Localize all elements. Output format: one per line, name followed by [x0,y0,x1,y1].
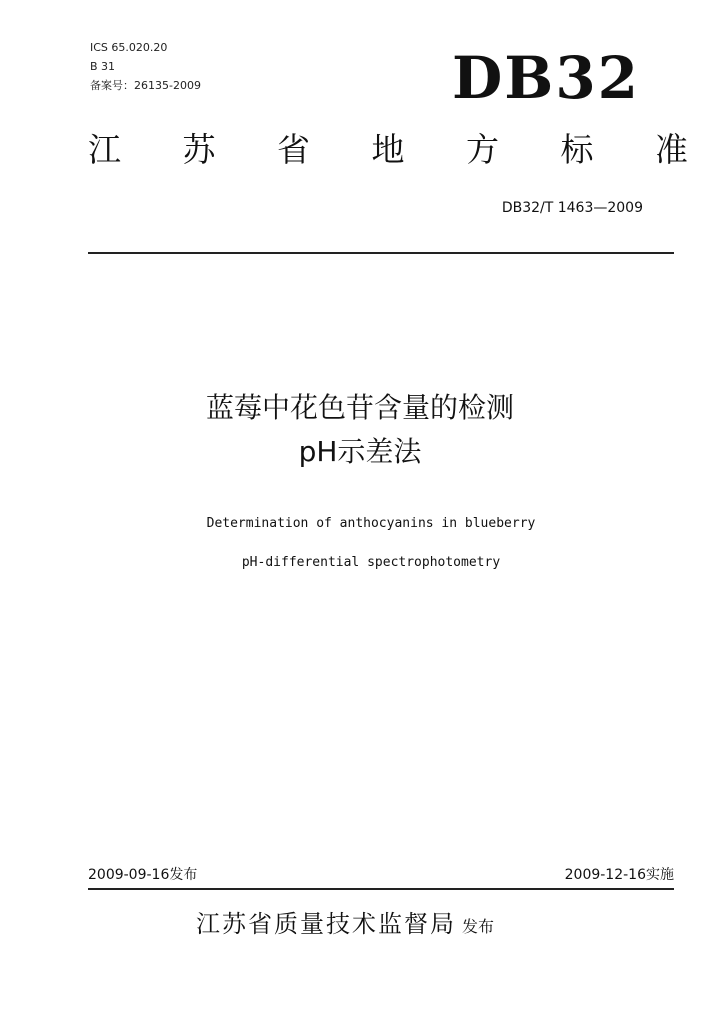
header-divider [88,252,674,254]
title-english: Determination of anthocyanins in blueberry [206,516,536,531]
ccs-code: B 31 [90,60,116,73]
ics-code: ICS 65.020.20 [90,41,168,54]
standard-type-char: 江 [88,130,121,169]
title-chinese: 蓝莓中花色苷含量的检测 [205,391,514,424]
standard-type-char: 准 [655,130,688,169]
filing-number: 备案号：26135-2009 [90,79,201,92]
standard-type-char: 方 [466,130,499,169]
standard-type-char: 地 [371,130,405,169]
subtitle-chinese: pH示差法 [298,435,422,468]
standard-type-char: 省 [277,130,310,169]
standard-type-char: 苏 [182,130,216,169]
subtitle-english: pH-differential spectrophotometry [241,555,501,570]
db-code-mark: DB32 [452,44,641,112]
issuer-name: 江苏省质量技术监督局 [196,910,456,938]
implementation-date: 2009-12-16实施 [564,867,674,883]
issue-date: 2009-09-16发布 [88,867,198,883]
footer-divider [88,888,674,890]
issuing-authority [196,904,596,947]
standard-type-heading [88,126,688,174]
classification-block [90,38,201,95]
issuer-suffix: 发布 [462,917,495,936]
standard-type-char: 标 [560,130,594,169]
standard-number: DB32/T 1463—2009 [501,200,643,216]
